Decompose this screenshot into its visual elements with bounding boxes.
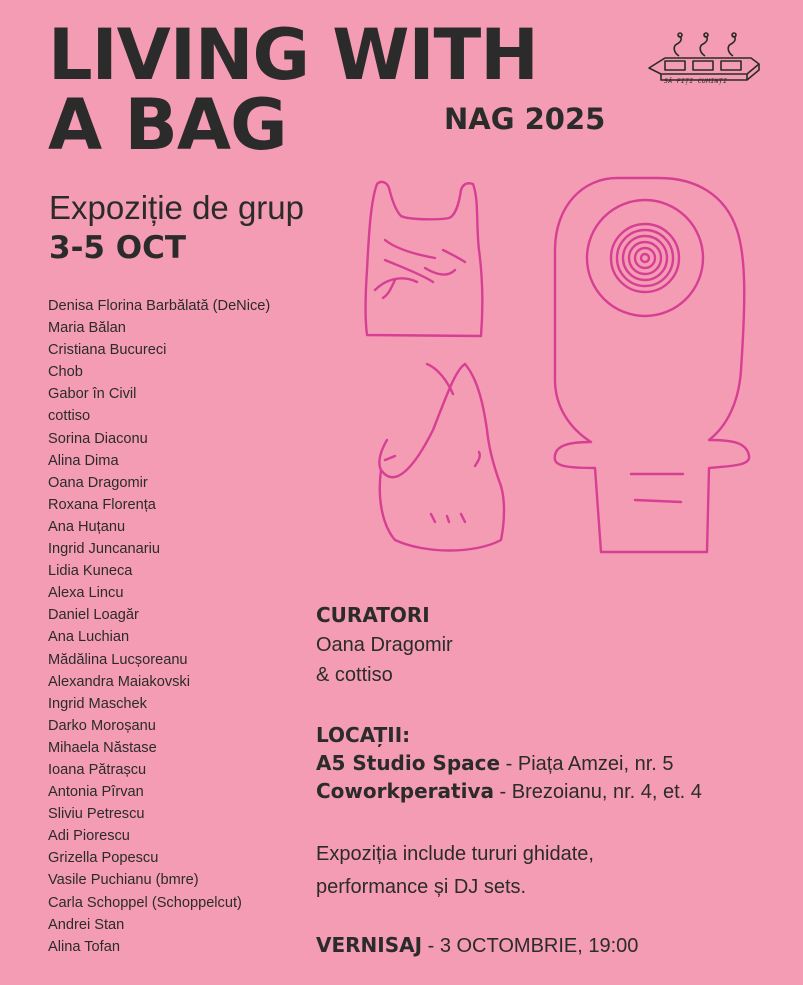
location-address: - Piața Amzei, nr. 5 [500,753,674,775]
subtitle: Expoziție de grup [49,189,304,226]
artist-name: Grizella Popescu [48,850,159,867]
artist-name: Darko Moroșanu [48,717,156,734]
artist-name: Andrei Stan [48,916,125,933]
artist-name: Lidia Kuneca [48,563,133,580]
artist-name: Roxana Florența [48,496,156,513]
location-name: Coworkperativa [316,779,494,803]
artist-name: Chob [48,364,83,381]
artist-name: Maria Bălan [48,320,126,337]
artist-name: Ioana Pătrașcu [48,761,147,778]
artist-name: Daniel Loagăr [48,607,139,624]
artist-name: Ingrid Maschek [48,695,147,712]
artist-name: Cristiana Bucureci [48,342,167,359]
plastic-bag-icon [366,182,483,336]
vernisaj-label: VERNISAJ [316,933,423,957]
ostomy-bag-icon [555,178,749,552]
artist-name: Carla Schoppel (Schoppelcut) [48,894,242,911]
artist-name: Alina Tofan [48,938,120,955]
artist-name: Sorina Diaconu [48,430,148,447]
curator-name: & cottiso [316,664,393,686]
locations-section [316,720,702,806]
logo-text: SĂ FIȚI CUMINȚI [664,77,728,85]
title-line-1: LIVING WITH [48,14,538,96]
artist-list [48,295,270,958]
location-name: A5 Studio Space [316,751,501,775]
curator-name: Oana Dragomir [316,634,453,656]
location-item [316,750,702,778]
artist-name: Mihaela Năstase [48,739,157,756]
artist-name: Mădălina Lucșoreanu [48,651,188,668]
exhibition-dates: 3-5 OCT [49,230,187,266]
artist-name: Ingrid Juncanariu [48,541,160,558]
artist-name: Sliviu Petrescu [48,806,145,823]
handbag-icon [379,364,504,551]
description-line: performance și DJ sets. [316,876,527,898]
vernisaj-datetime: - 3 OCTOMBRIE, 19:00 [422,935,639,957]
exhibition-title [48,14,538,166]
artist-name: Alexandra Maiakovski [48,673,190,690]
artist-name: Alina Dima [48,452,119,469]
vernisaj [316,930,638,961]
location-address: - Brezoianu, nr. 4, et. 4 [494,781,702,803]
artist-name: cottiso [48,408,91,425]
artist-name: Ana Huțanu [48,518,126,535]
description-line: Expoziția include tururi ghidate, [316,843,594,865]
artist-name: Gabor în Civil [48,386,137,403]
artist-name: Antonia Pîrvan [48,784,144,801]
artist-name: Vasile Puchianu (bmre) [48,872,199,889]
bags-illustration [355,170,760,560]
artist-name: Alexa Lincu [48,585,124,602]
edition-label: NAG 2025 [444,102,606,136]
artist-name: Denisa Florina Barbălată (DeNice) [48,298,271,314]
curators-heading: CURATORI [316,603,430,627]
locations-heading: LOCAȚII: [316,723,411,747]
artist-name: Oana Dragomir [48,474,148,491]
artist-name: Ana Luchian [48,629,130,646]
artist-name: Adi Piorescu [48,828,130,845]
curators-section [316,600,453,690]
description [316,838,594,904]
title-line-2: A BAG [48,84,287,166]
location-item [316,778,702,806]
